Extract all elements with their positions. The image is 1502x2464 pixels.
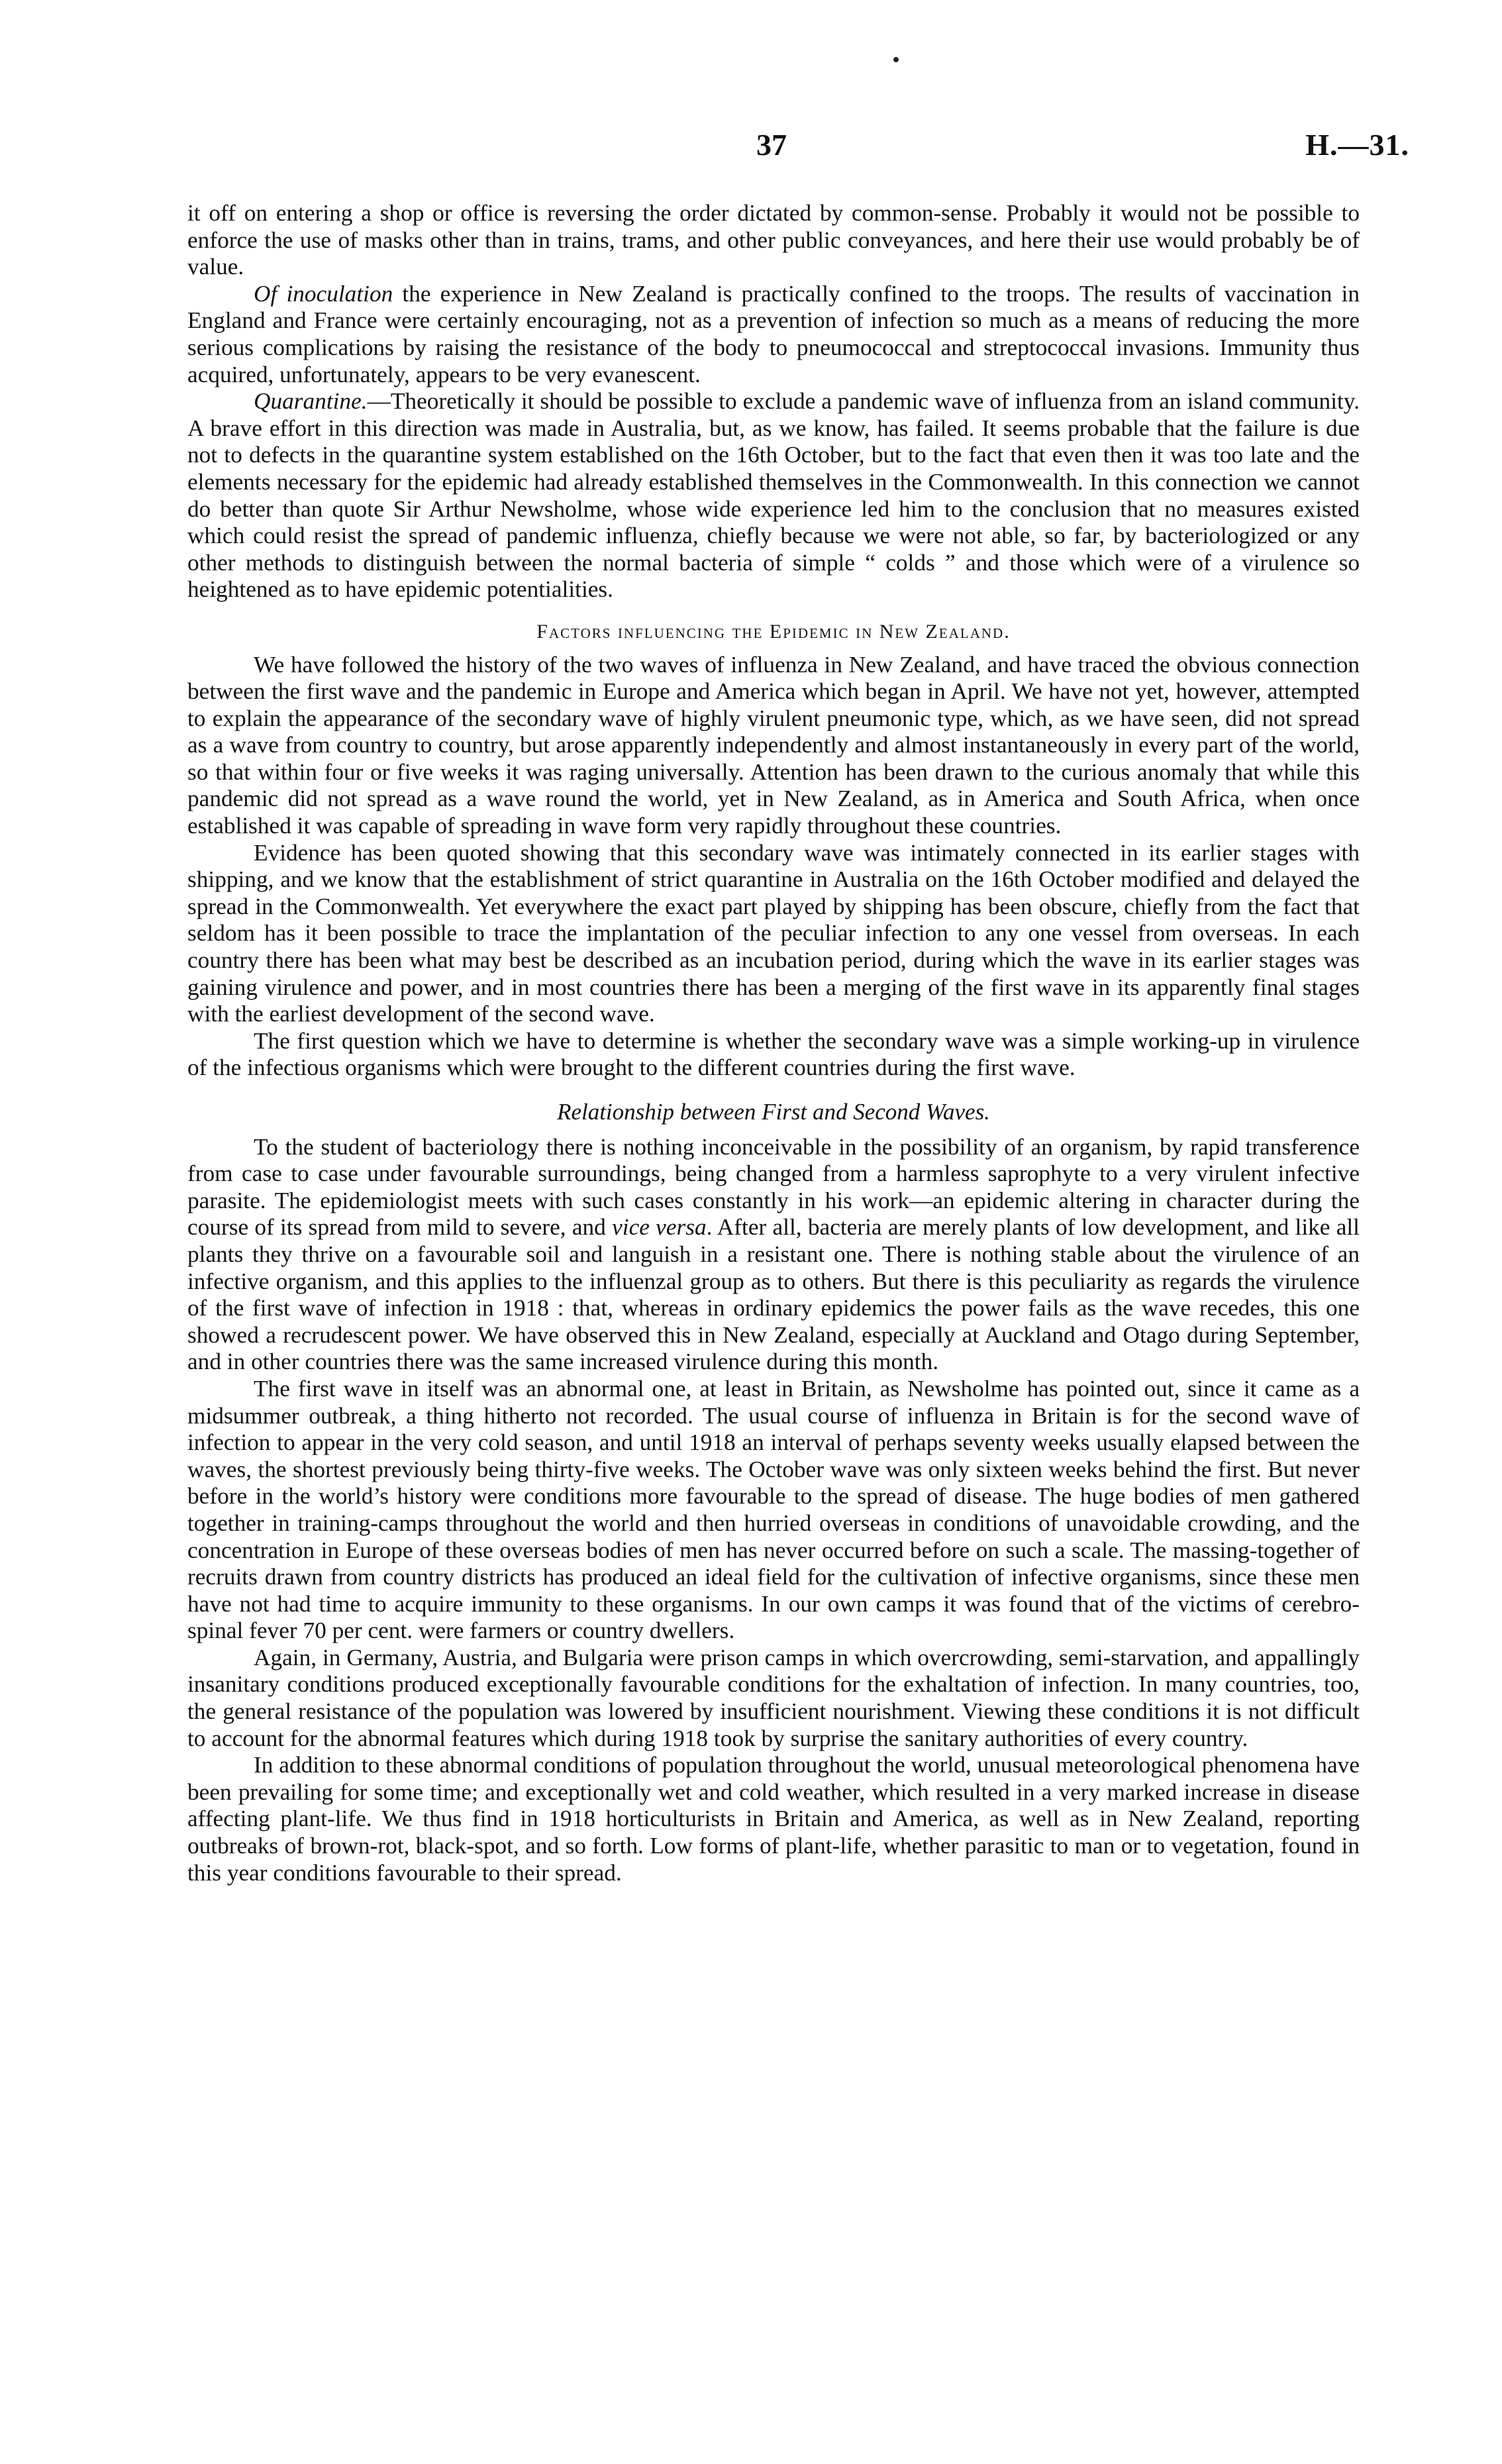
bacteriology-text-b: . After all, bacteria are merely plants of low development, and like all plants they thrive on a favourable soil and languish in a resistant one. There is nothing stable about the virulence of an infective organism, and this applies to the influenzal group as to others. But there is this peculiarity as regards the virulence of the first wave of infection in 1918 : that, whereas in ordinary epidemics the power fails as the wave recedes, this one showed a recrudescent power. We have observed this in New Zealand, especially at Auckland and Otago during September, and in other countries there was the same increased virulence during this month. bbox=[187, 1214, 1360, 1375]
bacteriology-text-a: To the student of bacteriology there is nothing inconceivable in the possibility of an organism, by rapid transference from case to case under favourable surroundings, being changed from a harmless saprophyte to a very virulent infective parasite. The epidemiologist meets with such cases constantly in his work—an epidemic altering in character during the course of its spread from mild to severe, and bbox=[187, 1133, 1360, 1241]
inoculation-lead: Of inoculation bbox=[254, 280, 393, 307]
print-speck bbox=[893, 57, 899, 62]
paragraph-abnormal-wave: The first wave in itself was an abnormal one, at least in Britain, as Newsholme has pointed out, since it came as a midsummer outbreak, a thing hitherto not recorded. The usual course of influenza in Britain is for the second wave of infection to appear in the very cold season, and until 1918 an interval of perhaps seventy weeks usually elapsed between the waves, the shortest previously being thirty-five weeks. The October wave was only sixteen weeks behind the first. But never before in the world’s history were conditions more favourable to the spread of disease. The huge bodies of men gathered together in training-camps throughout the world and then hurried overseas in conditions of unavoidable crowding, and the concentration in Europe of these overseas bodies of men has never occurred before on such a scale. The massing-together of recruits drawn from country districts has produced an ideal field for the cultivation of infective organisms, since these men have not had time to acquire immunity to these organisms. In our own camps it was found that of the victims of cerebro-spinal fever 70 per cent. were farmers or country dwellers. bbox=[187, 1375, 1360, 1644]
paragraph-masks: it off on entering a shop or office is reversing the order dictated by common-sense. Probably it would not be possible to enforce the use of masks other than in trains, trams, and other public conveyances, and here their use would probably be of value. bbox=[187, 200, 1360, 280]
quarantine-text: —Theoretically it should be possible to exclude a pandemic wave of influenza from an island community. A brave effort in this direction was made in Australia, but, as we know, has failed. It seems probable that the failure is due not to defects in the quarantine system established on the 16th October, but to the fact that even then it was too late and the elements necessary for the epidemic had already established themselves in the Commonwealth. In this connection we cannot do better than quote Sir Arthur Newsholme, whose wide experience led him to the conclusion that no measures existed which could resist the spread of pandemic influenza, chiefly because we were not able, so far, by bacteriologized or any other methods to distinguish between the normal bacteria of simple “ colds ” and those which were of a virulence so heightened as to have epidemic potentialities. bbox=[187, 388, 1360, 603]
paragraph-meteorological: In addition to these abnormal conditions of population throughout the world, unusual meteorological phenomena have been prevailing for some time; and exceptionally wet and cold weather, which resulted in a very marked increase in disease affecting plant-life. We thus find in 1918 horticulturists in Britain and America, as well as in New Zealand, reporting outbreaks of brown-rot, black-spot, and so forth. Low forms of plant-life, whether parasitic to man or to vegetation, found in this year conditions favourable to their spread. bbox=[187, 1752, 1360, 1886]
page-number: 37 bbox=[756, 128, 787, 162]
quarantine-lead: Quarantine. bbox=[254, 388, 368, 415]
page-header bbox=[0, 127, 1502, 174]
paragraph-shipping: Evidence has been quoted showing that this secondary wave was intimately connected in its earlier stages with shipping, and we know that the establishment of strict quarantine in Australia on the 16th October modified and delayed the spread in the Commonwealth. Yet everywhere the exact part played by shipping has been obscure, chiefly from the fact that seldom has it been possible to trace the implantation of the peculiar infection to any one vessel from overseas. In each country there has been what may best be described as an incubation period, during which the wave in its earlier stages was gaining virulence and power, and in most countries there has been a merging of the first wave in its apparently final stages with the earliest development of the second wave. bbox=[187, 839, 1360, 1027]
paragraph-prison-camps: Again, in Germany, Austria, and Bulgaria were prison camps in which overcrowding, semi-starvation, and appallingly insanitary conditions produced exceptionally favourable conditions for the exhaltation of infection. In many countries, too, the general resistance of the population was lowered by insufficient nourishment. Viewing these conditions it is not difficult to account for the abnormal features which during 1918 took by surprise the sanitary authorities of every country. bbox=[187, 1644, 1360, 1751]
paragraph-first-question: The first question which we have to determine is whether the secondary wave was a simple working-up in virulence of the infectious organisms which were brought to the different countries during the first wave. bbox=[187, 1027, 1360, 1081]
document-reference: H.—31. bbox=[1305, 128, 1409, 162]
paragraph-two-waves: We have followed the history of the two waves of influenza in New Zealand, and have traced the obvious connection between the first wave and the pandemic in Europe and America which began in April. We have not yet, however, attempted to explain the appearance of the secondary wave of highly virulent pneumonic type, which, as we have seen, did not spread as a wave from country to country, but arose apparently independently and almost instantaneously in every part of the world, so that within four or five weeks it was raging universally. Attention has been drawn to the curious anomaly that while this pandemic did not spread as a wave round the world, yet in New Zealand, as in America and South Africa, when once established it was capable of spreading in wave form very rapidly throughout these countries. bbox=[187, 651, 1360, 839]
inoculation-text: the experience in New Zealand is practically confined to the troops. The results of vaccination in England and France were certainly encouraging, not as a prevention of infection so much as a means of reducing the more serious complications by raising the resistance of the body to pneumococcal and streptococcal invasions. Immunity thus acquired, unfortunately, appears to be very evanescent. bbox=[187, 280, 1360, 387]
paragraph-quarantine bbox=[187, 388, 1360, 603]
section-heading-factors: Factors influencing the Epidemic in New Zealand. bbox=[536, 620, 1011, 642]
body-text bbox=[187, 200, 1360, 1886]
bacteriology-vice-versa: vice versa bbox=[612, 1214, 707, 1241]
paragraph-bacteriology bbox=[187, 1134, 1360, 1376]
section-heading-relationship: Relationship between First and Second Waves. bbox=[557, 1099, 990, 1125]
paragraph-inoculation bbox=[187, 281, 1360, 388]
